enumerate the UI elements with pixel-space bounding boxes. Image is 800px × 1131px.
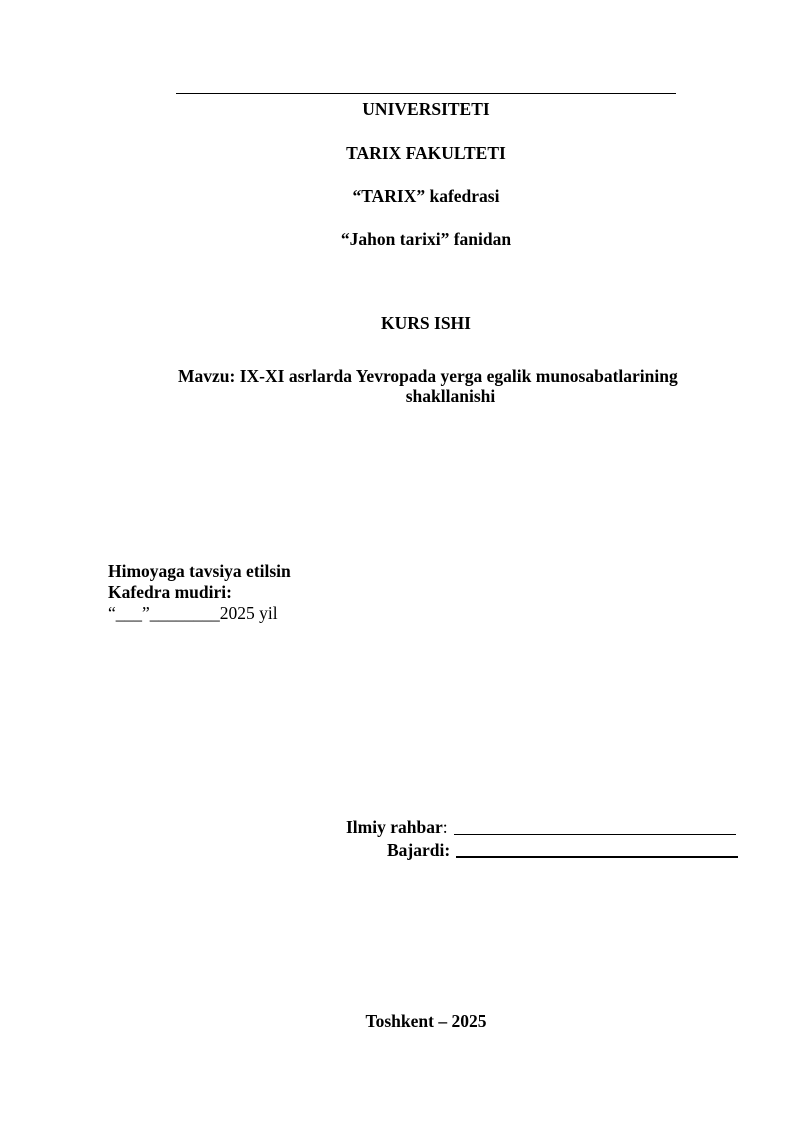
performer-signature-line (456, 856, 738, 858)
topic-line-1: Mavzu: IX-XI asrlarda Yevropada yerga egalik munosabatlarining (178, 366, 678, 386)
university-title: UNIVERSITETI (362, 99, 490, 119)
advisor-colon: : (442, 817, 448, 837)
approval-date-line: “___”________2025 yil (108, 603, 278, 623)
defense-recommendation: Himoyaga tavsiya etilsin (108, 561, 291, 581)
topic-line-2: shakllanishi (405, 386, 496, 406)
advisor-signature-row (346, 817, 736, 838)
advisor-label: Ilmiy rahbar (346, 817, 443, 837)
subject-title: “Jahon tarixi” fanidan (340, 229, 512, 249)
performer-label: Bajardi: (387, 840, 451, 860)
department-head-label: Kafedra mudiri: (108, 582, 232, 602)
university-name-blank-line (176, 93, 676, 94)
performer-signature-row (387, 840, 738, 861)
topic-block (178, 366, 723, 406)
place-year: Toshkent – 2025 (365, 1011, 487, 1031)
work-type-title: KURS ISHI (381, 313, 471, 333)
department-title: “TARIX” kafedrasi (352, 186, 500, 206)
faculty-title: TARIX FAKULTETI (346, 143, 506, 163)
advisor-signature-line (454, 834, 736, 835)
